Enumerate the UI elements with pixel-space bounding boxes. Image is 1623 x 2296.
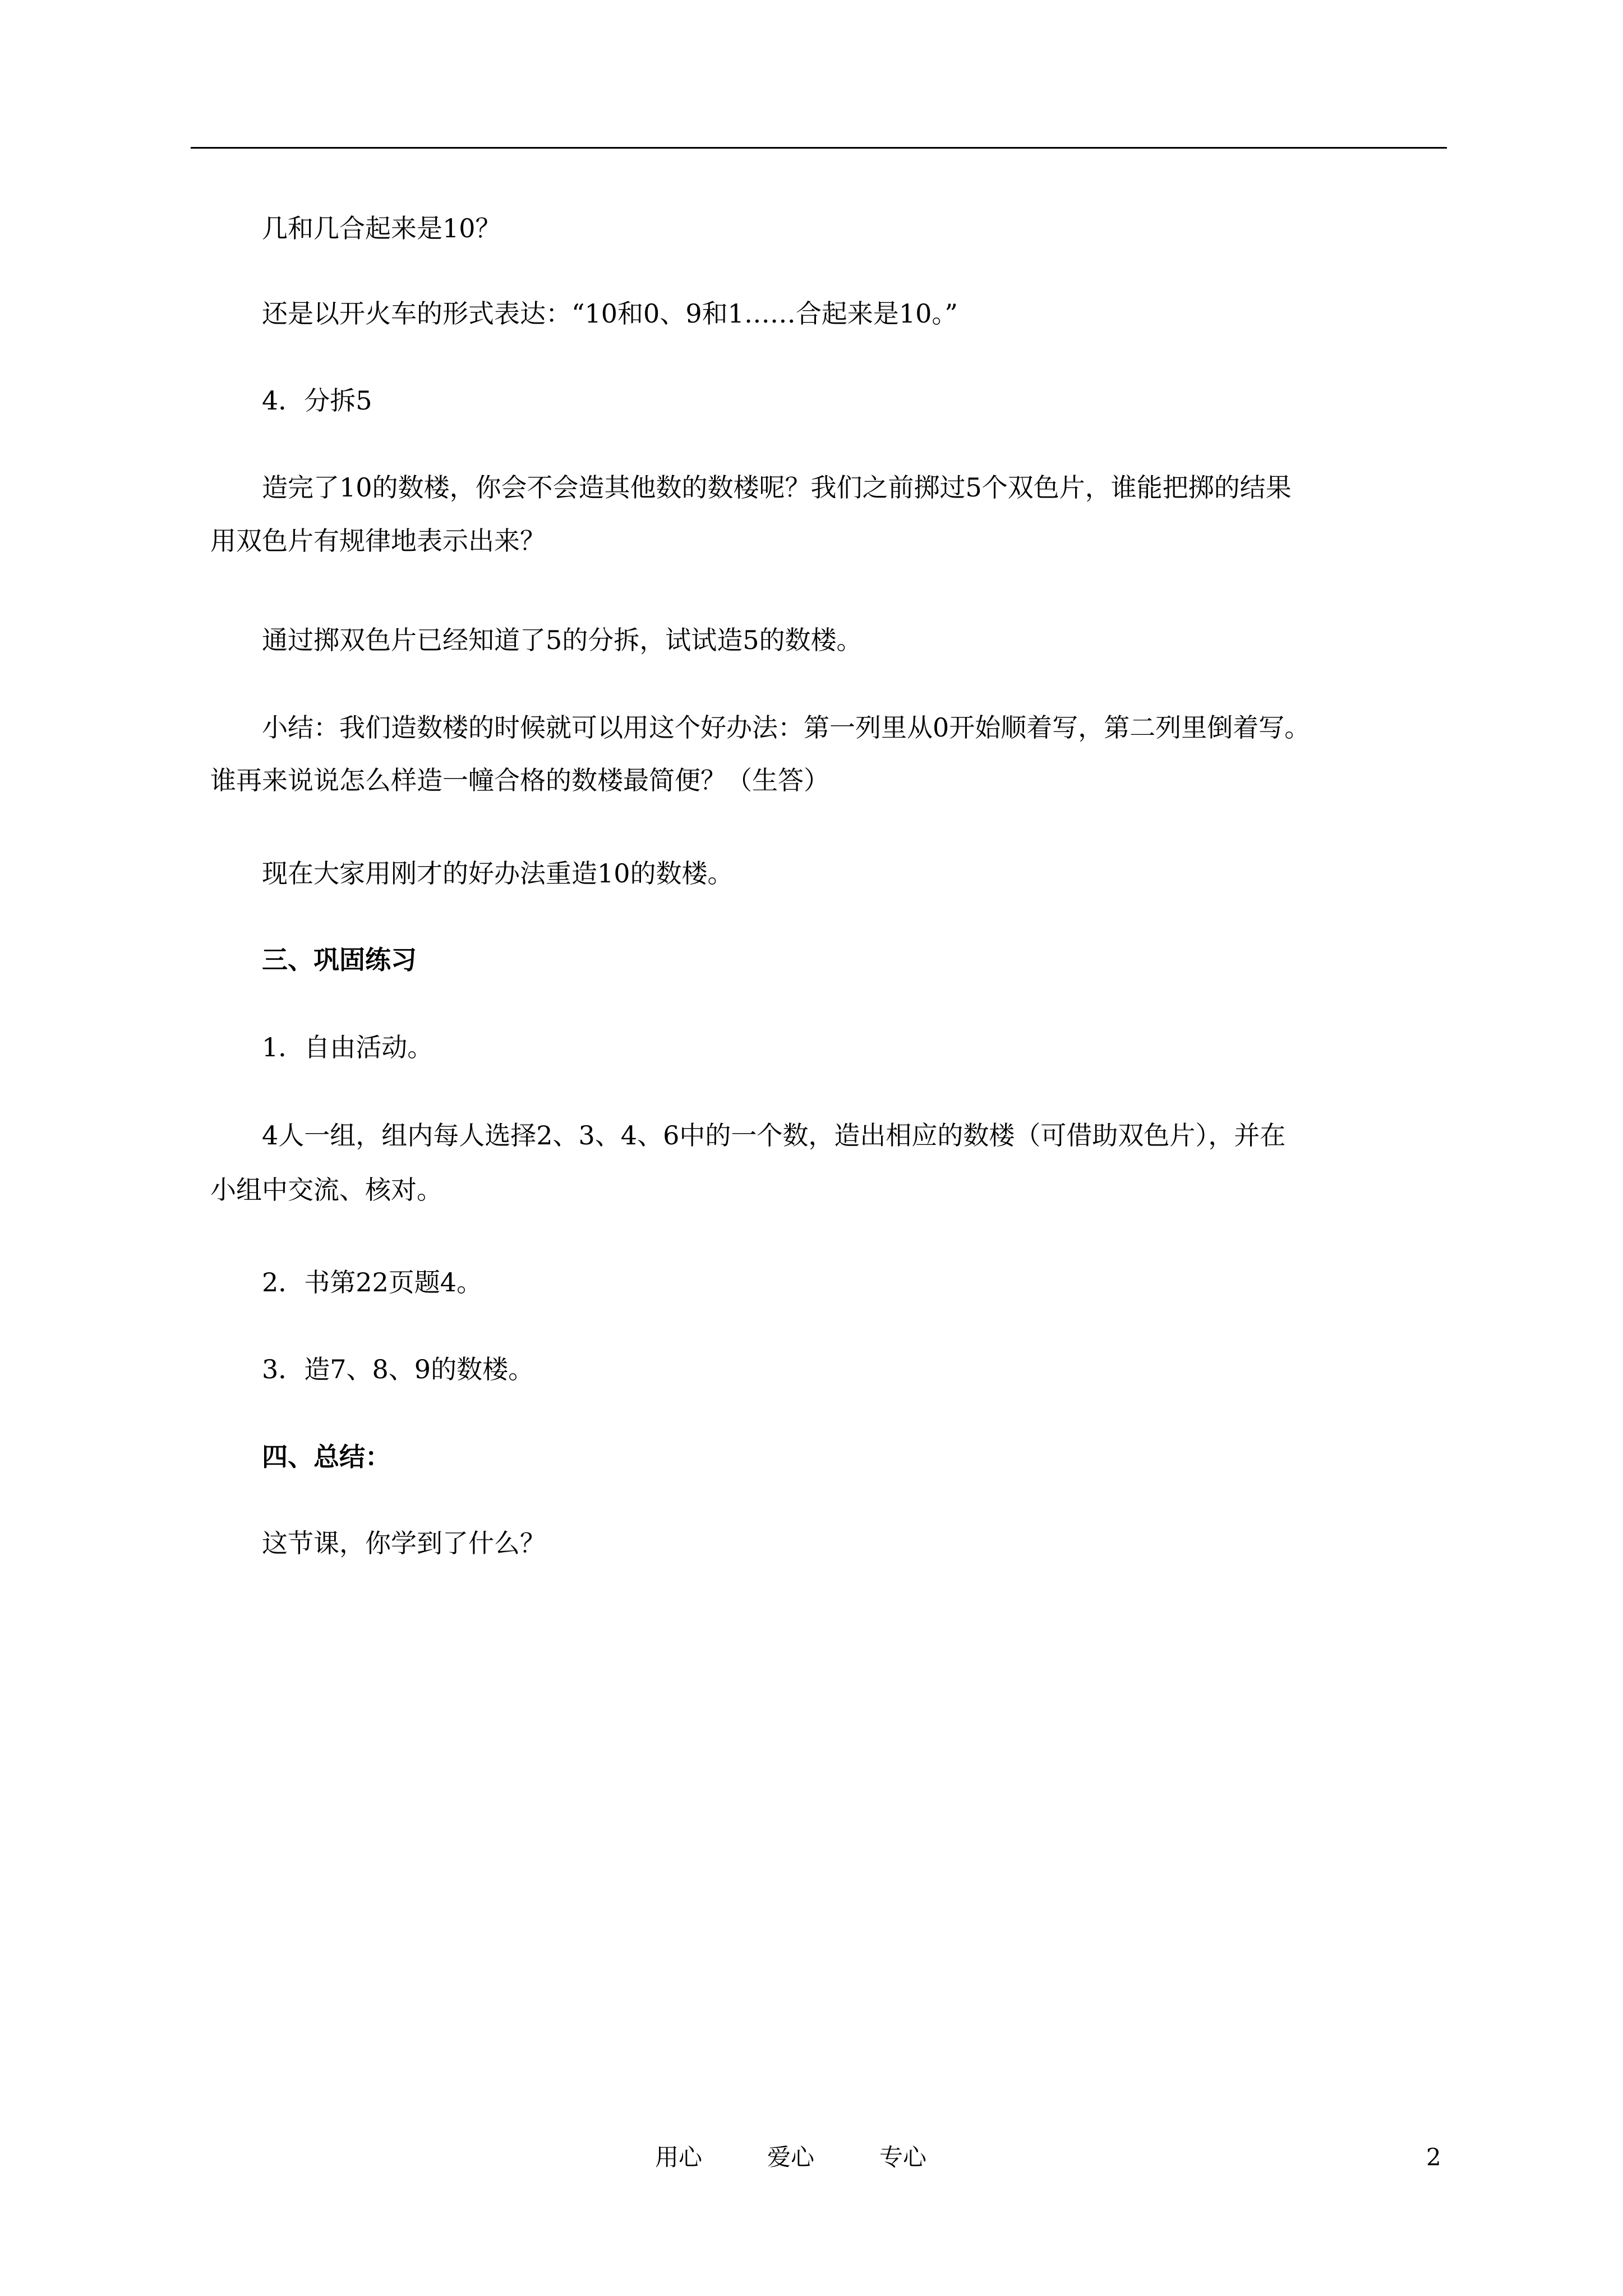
footer-motto: 专心 bbox=[879, 2143, 927, 2171]
text-line-continuation: 小组中交流、核对。 bbox=[210, 1175, 442, 1205]
section-heading: 三、巩固练习 bbox=[262, 945, 417, 975]
text-line: 造完了10的数楼，你会不会造其他数的数楼呢？我们之前掷过5个双色片，谁能把掷的结果 bbox=[262, 472, 1292, 503]
text-line: 这节课，你学到了什么？ bbox=[262, 1528, 546, 1558]
text-line: 4人一组，组内每人选择2、3、4、6中的一个数，造出相应的数楼（可借助双色片），并在 bbox=[262, 1120, 1286, 1151]
footer-motto: 爱心 bbox=[767, 2143, 815, 2171]
section-subheading: 4．分拆5 bbox=[262, 385, 372, 416]
header-rule bbox=[191, 147, 1447, 149]
text-line: 几和几合起来是10？ bbox=[262, 213, 501, 243]
text-line: 小结：我们造数楼的时候就可以用这个好办法：第一列里从0开始顺着写，第二列里倒着写。 bbox=[262, 712, 1311, 743]
text-line: 2．书第22页题4。 bbox=[262, 1267, 483, 1297]
text-line: 现在大家用刚才的好办法重造10的数楼。 bbox=[262, 858, 734, 889]
text-line: 1．自由活动。 bbox=[262, 1032, 434, 1062]
text-line-continuation: 用双色片有规律地表示出来？ bbox=[210, 526, 546, 556]
footer-motto: 用心 bbox=[655, 2143, 703, 2171]
text-line: 通过掷双色片已经知道了5的分拆，试试造5的数楼。 bbox=[262, 625, 863, 655]
text-line-continuation: 谁再来说说怎么样造一幢合格的数楼最简便？（生答） bbox=[210, 765, 829, 795]
section-heading: 四、总结： bbox=[262, 1442, 391, 1472]
text-line: 3．造7、8、9的数楼。 bbox=[262, 1354, 534, 1384]
page-number: 2 bbox=[1426, 2143, 1441, 2171]
text-line: 还是以开火车的形式表达：“10和0、9和1……合起来是10。” bbox=[262, 298, 958, 329]
